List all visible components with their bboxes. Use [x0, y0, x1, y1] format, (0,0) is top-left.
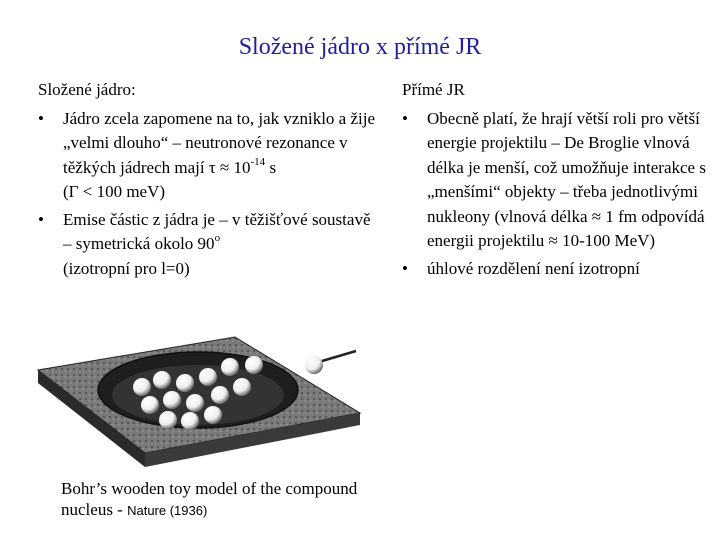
bullet-text: úhlové rozdělení není izotropní: [427, 258, 640, 278]
bullet-text-line2: (Γ < 100 meV): [63, 182, 166, 201]
slide-title: Složené jádro x přímé JR: [238, 34, 482, 60]
exponent: -14: [250, 155, 266, 168]
bullet-text: Obecně platí, že hrají větší roli pro větší energie projektilu – De Broglie vlnová délka je menší, což umožňuje interakce s „menšími“ objekty – třeba jednotlivými nukleony (vlnová délka ≈ 1 fm odpovídá energii projektilu ≈ 10-100 MeV): [427, 108, 706, 250]
bullet-icon: •: [38, 209, 44, 229]
bullet-text-line2: (izotropní pro l=0): [63, 258, 190, 278]
direct-reaction-heading: Přímé JR: [402, 80, 465, 99]
list-item: [402, 107, 712, 254]
caption-source: Nature (1936): [127, 503, 208, 518]
list-item: [38, 107, 378, 205]
bohr-toy-model-image: [30, 325, 365, 475]
caption-text: Bohr’s wooden toy model of the compound nucleus -: [61, 479, 358, 519]
bullet-icon: •: [402, 108, 408, 128]
compound-nucleus-column: [38, 78, 378, 284]
bullet-text: Jádro zcela zapomene na to, jak vzniklo a žije „velmi dlouho“ – neutronové rezonance v těžkých jádrech mají τ ≈ 10: [63, 108, 375, 177]
direct-reaction-column: [402, 78, 712, 284]
list-item: [38, 208, 378, 282]
compound-nucleus-list: [38, 107, 378, 282]
bullet-icon: •: [402, 258, 408, 278]
unit: s: [265, 157, 277, 177]
compound-nucleus-heading: Složené jádro:: [38, 80, 136, 99]
bullet-icon: •: [38, 108, 44, 128]
figure-caption: [61, 478, 361, 521]
list-item: [402, 257, 712, 282]
projectile-stick: [322, 351, 356, 361]
degree-symbol: o: [214, 232, 221, 245]
bullet-text: Emise částic z jádra je – v těžišťové soustavě – symetrická okolo 90: [63, 209, 371, 253]
direct-reaction-list: [402, 107, 712, 282]
